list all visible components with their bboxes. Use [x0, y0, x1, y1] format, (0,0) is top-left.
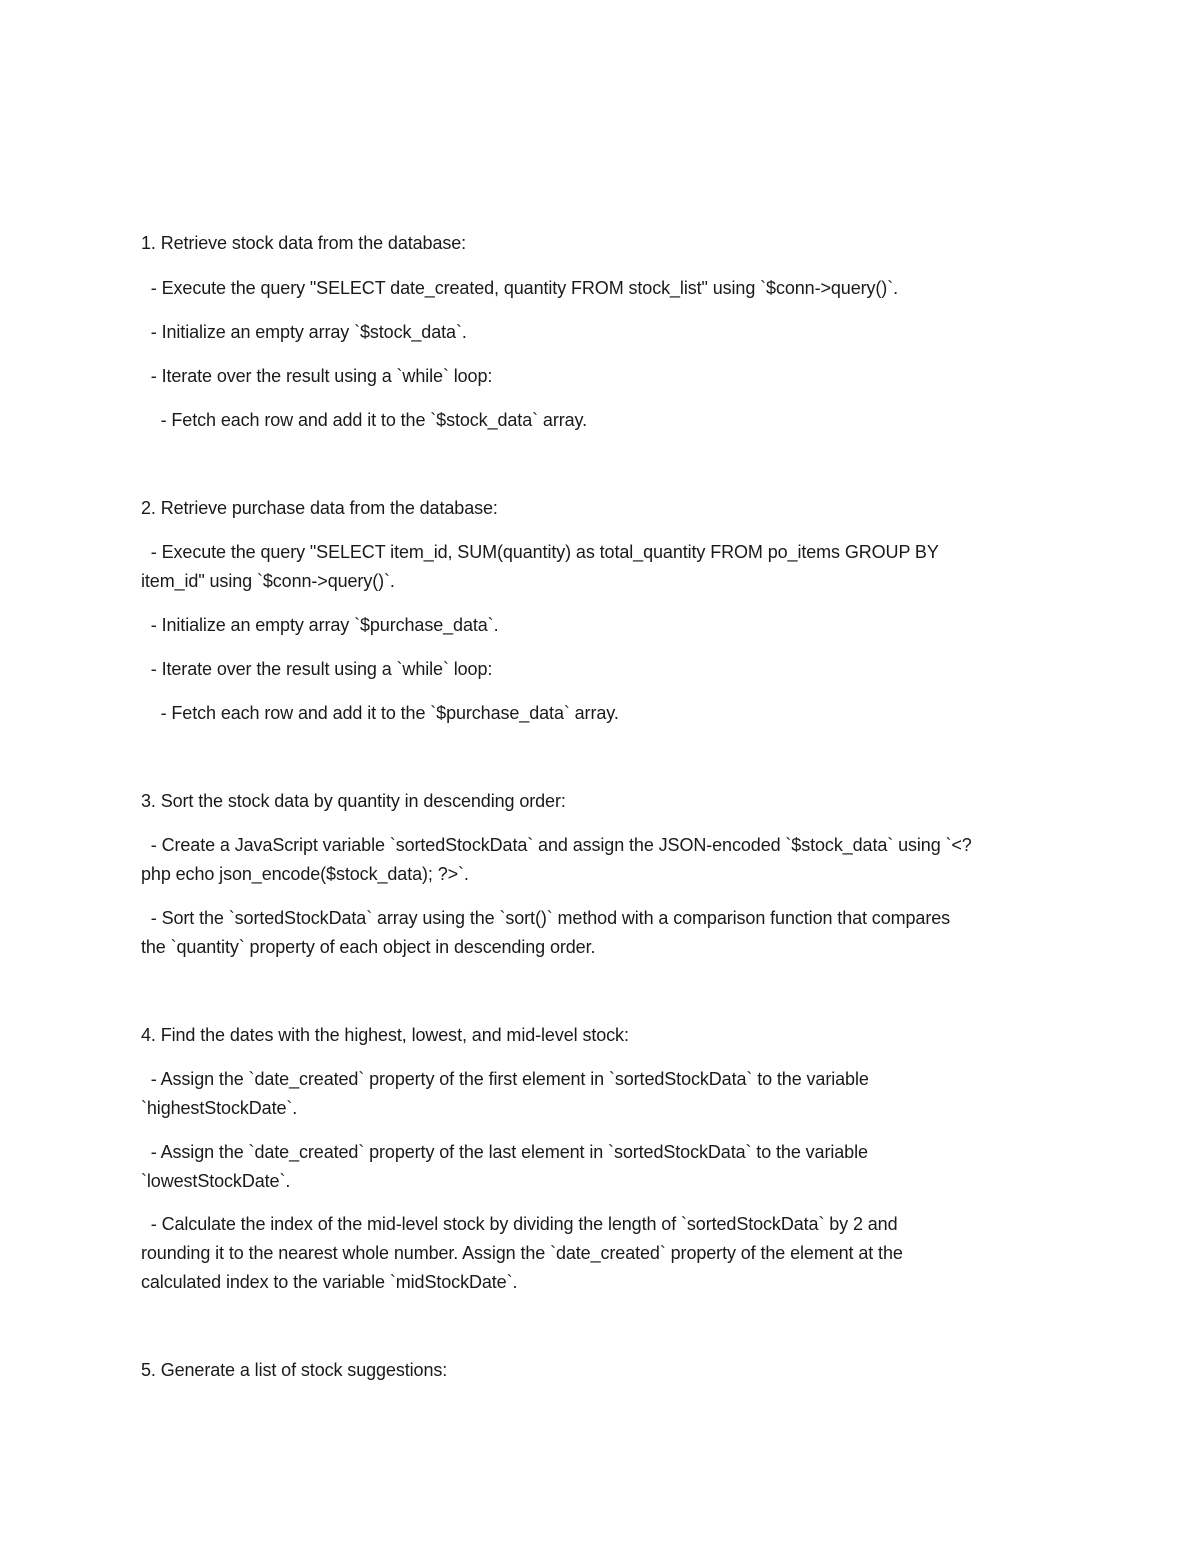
step-3-create-cont: php echo json_encode($stock_data); ?>`. — [141, 864, 469, 884]
step-3-sort: - Sort the `sortedStockData` array using the `sort()` method with a comparison function that compares — [141, 908, 951, 928]
step-1-init: - Initialize an empty array `$stock_data`. — [141, 322, 467, 342]
step-4-mid-cont-2: calculated index to the variable `midStockDate`. — [141, 1272, 518, 1292]
step-2-query-cont: item_id" using `$conn->query()`. — [141, 571, 395, 591]
step-3-create: - Create a JavaScript variable `sortedStockData` and assign the JSON-encoded `$stock_data` using `<? — [141, 835, 972, 855]
step-4-mid-cont: rounding it to the nearest whole number. Assign the `date_created` property of the element at the — [141, 1243, 903, 1263]
step-2-fetch: - Fetch each row and add it to the `$purchase_data` array. — [141, 703, 619, 723]
step-4-lowest: - Assign the `date_created` property of the last element in `sortedStockData` to the variable — [141, 1142, 868, 1162]
step-4-highest-cont: `highestStockDate`. — [141, 1098, 298, 1118]
step-2-query: - Execute the query "SELECT item_id, SUM(quantity) as total_quantity FROM po_items GROUP BY — [141, 542, 939, 562]
step-5-heading: 5. Generate a list of stock suggestions: — [141, 1360, 448, 1380]
step-1-query: - Execute the query "SELECT date_created, quantity FROM stock_list" using `$conn->query()`. — [141, 278, 898, 298]
step-1-iterate: - Iterate over the result using a `while` loop: — [141, 366, 493, 386]
step-1-fetch: - Fetch each row and add it to the `$stock_data` array. — [141, 410, 587, 430]
step-4-highest: - Assign the `date_created` property of the first element in `sortedStockData` to the variable — [141, 1069, 869, 1089]
step-2-heading: 2. Retrieve purchase data from the database: — [141, 498, 498, 518]
step-4-heading: 4. Find the dates with the highest, lowest, and mid-level stock: — [141, 1025, 629, 1045]
step-2-init: - Initialize an empty array `$purchase_data`. — [141, 615, 499, 635]
step-1-heading: 1. Retrieve stock data from the database: — [141, 233, 467, 253]
step-3-sort-cont: the `quantity` property of each object in descending order. — [141, 937, 596, 957]
step-4-mid: - Calculate the index of the mid-level stock by dividing the length of `sortedStockData` by 2 and — [141, 1214, 898, 1234]
step-3-heading: 3. Sort the stock data by quantity in descending order: — [141, 791, 566, 811]
step-2-iterate: - Iterate over the result using a `while` loop: — [141, 659, 493, 679]
step-4-lowest-cont: `lowestStockDate`. — [141, 1171, 291, 1191]
